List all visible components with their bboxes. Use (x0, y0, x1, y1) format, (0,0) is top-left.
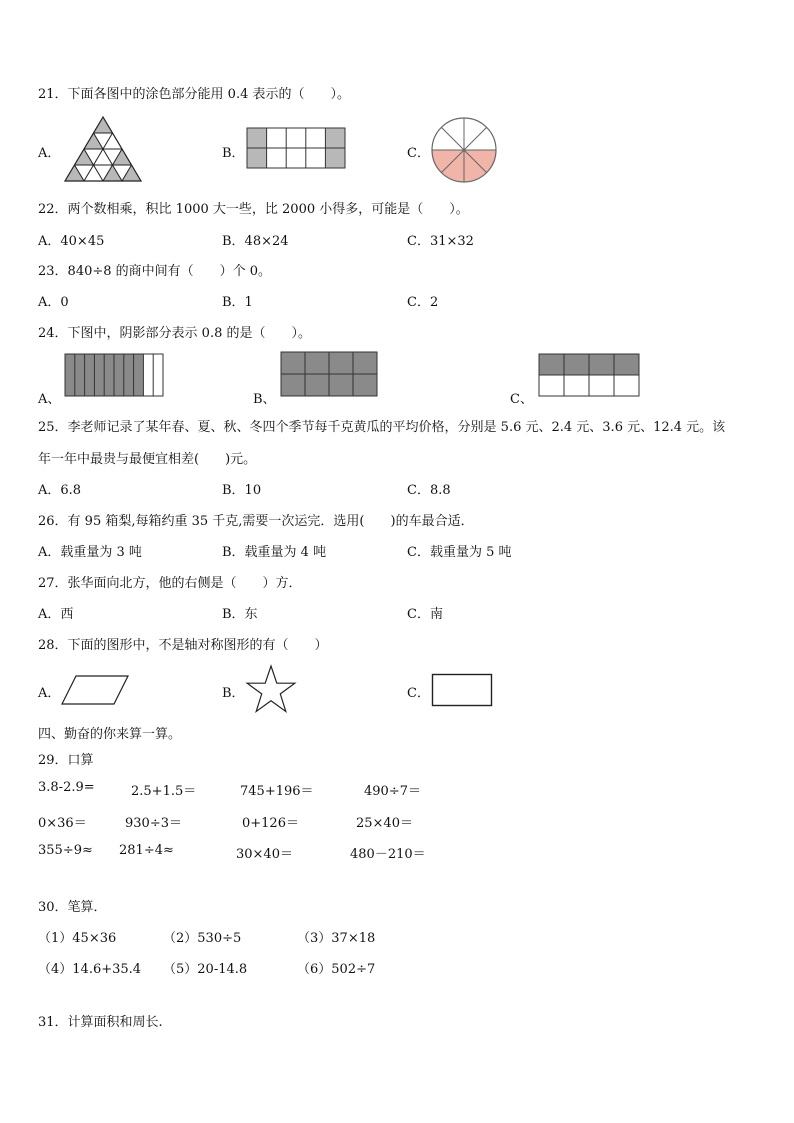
q28-stem: 28．下面的图形中，不是轴对称图形的有（ ） (38, 638, 328, 653)
q27-option-a[interactable]: A．西 (38, 607, 74, 622)
parallelogram-figure (60, 674, 130, 706)
q31-stem: 31．计算面积和周长. (38, 1015, 163, 1030)
triangle-cell (65, 165, 84, 181)
triangle-cell (84, 133, 103, 149)
q29-item: 745+196＝ (240, 784, 314, 799)
q30-item: （5）20-14.8 (163, 962, 248, 977)
q23-option-c[interactable]: C．2 (407, 295, 439, 310)
triangle-cell (103, 165, 122, 181)
q30-item: （3）37×18 (297, 931, 376, 946)
q21-stem: 21．下面各图中的涂色部分能用 0.4 表示的（ ）。 (38, 87, 350, 102)
q26-option-a[interactable]: A．载重量为 3 吨 (38, 545, 142, 560)
q27-stem: 27．张华面向北方，他的右侧是（ ）方． (38, 576, 302, 591)
triangle-cell (75, 149, 94, 165)
q25-stem-1: 25．李老师记录了某年春、夏、秋、冬四个季节每千克黄瓜的平均价格，分别是 5.6 元、2.4 元、3.6 元、12.4 元。该 (38, 420, 726, 435)
q26-option-c[interactable]: C．载重量为 5 吨 (407, 545, 512, 560)
q24-option-a[interactable]: A、 (38, 392, 61, 407)
pie-figure (430, 116, 498, 184)
q25-option-b[interactable]: B．10 (222, 483, 262, 498)
q29-item: 490÷7＝ (364, 784, 421, 799)
q22-option-b[interactable]: B．48×24 (222, 234, 289, 249)
q25-stem-2: 年一年中最贵与最便宜相差( )元。 (38, 452, 257, 467)
triangle-cell (94, 117, 113, 133)
q24-option-b[interactable]: B、 (253, 392, 276, 407)
strip-figure (64, 353, 164, 397)
q29-item: 25×40＝ (356, 816, 413, 831)
grid-figure (280, 351, 378, 397)
q29-item: 30×40＝ (236, 847, 293, 862)
q23-option-b[interactable]: B．1 (222, 295, 253, 310)
rectangle-grid-figure (246, 127, 346, 169)
q30-item: （2）530÷5 (163, 931, 242, 946)
q27-option-c[interactable]: C．南 (407, 607, 443, 622)
q29-item: 930÷3＝ (125, 816, 182, 831)
q28-option-c[interactable]: C． (407, 686, 430, 701)
q30-item: （6）502÷7 (297, 962, 376, 977)
q22-option-c[interactable]: C．31×32 (407, 234, 474, 249)
q21-option-a[interactable]: A． (38, 146, 61, 161)
q30-item: （4）14.6+35.4 (38, 962, 142, 977)
q27-option-b[interactable]: B．东 (222, 607, 258, 622)
q24-option-c[interactable]: C、 (510, 392, 533, 407)
q30-stem: 30．笔算． (38, 900, 107, 915)
q30-item: （1）45×36 (38, 931, 117, 946)
q28-option-a[interactable]: A． (38, 686, 61, 701)
section-heading: 四、勤奋的你来算一算。 (38, 727, 182, 742)
q22-stem: 22．两个数相乘，积比 1000 大一些，比 2000 小得多，可能是（ ）。 (38, 202, 469, 217)
q23-stem: 23．840÷8 的商中间有（ ）个 0。 (38, 264, 272, 279)
q29-stem: 29．口算 (38, 753, 94, 768)
q29-item: 3.8-2.9= (38, 780, 95, 795)
q25-option-c[interactable]: C．8.8 (407, 483, 451, 498)
triangle-figure (64, 116, 142, 182)
triangle-cell (122, 165, 141, 181)
q21-option-c[interactable]: C． (407, 146, 430, 161)
triangle-cell (113, 149, 132, 165)
q26-stem: 26．有 95 箱梨,每箱约重 35 千克,需要一次运完．选用( )的车最合适． (38, 514, 474, 529)
q22-option-a[interactable]: A．40×45 (38, 234, 105, 249)
q21-option-b[interactable]: B． (222, 146, 245, 161)
q23-option-a[interactable]: A．0 (38, 295, 69, 310)
q29-item: 2.5+1.5＝ (131, 784, 197, 799)
q29-item: 355÷9≈ (38, 843, 93, 858)
q28-option-b[interactable]: B． (222, 686, 245, 701)
grid-figure-c (538, 353, 640, 397)
q24-stem: 24．下图中，阴影部分表示 0.8 的是（ ）。 (38, 326, 311, 341)
q29-item: 0+126＝ (242, 816, 299, 831)
star-figure (245, 664, 297, 714)
q29-item: 0×36＝ (38, 816, 87, 831)
q29-item: 281÷4≈ (119, 843, 174, 858)
q26-option-b[interactable]: B．载重量为 4 吨 (222, 545, 327, 560)
q25-option-a[interactable]: A．6.8 (38, 483, 82, 498)
rectangle-figure (431, 673, 493, 707)
q29-item: 480－210＝ (350, 847, 426, 862)
